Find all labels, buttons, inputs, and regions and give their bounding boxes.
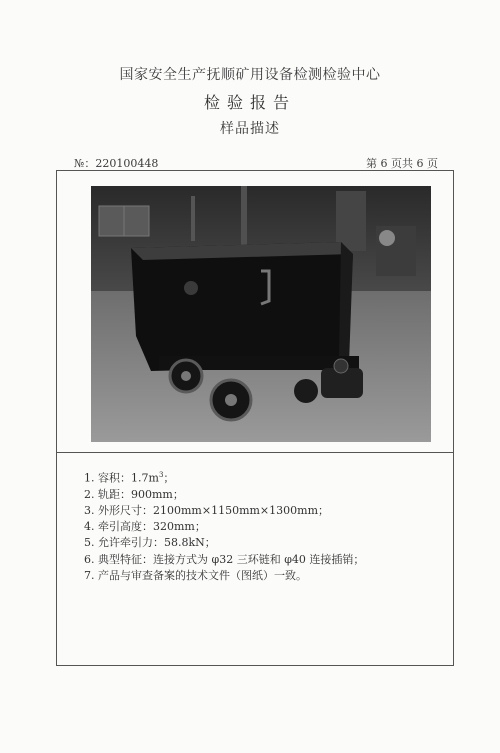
report-number-label: №： [74, 157, 96, 170]
mine-car-illustration [91, 186, 431, 442]
feature-item: 3. 外形尺寸：2100mm×1150mm×1300mm； [84, 504, 329, 518]
report-title: 检验报告 [203, 93, 296, 112]
sample-description-frame [56, 170, 454, 666]
page-info: 第 6 页共 6 页 [366, 157, 438, 170]
feature-item: 7. 产品与审查备案的技术文件（图纸）一致。 [84, 568, 307, 582]
mine-car-photo [91, 186, 431, 442]
organization-name: 国家安全生产抚顺矿用设备检测检验中心 [119, 67, 381, 83]
feature-list [84, 467, 444, 584]
feature-item: 4. 牵引高度：320mm； [84, 520, 206, 534]
feature-item: 1. 容积：$1.7m^3$； [84, 471, 175, 485]
feature-item: 2. 轨距：900mm； [84, 487, 184, 501]
report-number-value: 220100448 [95, 157, 159, 170]
section-divider [57, 452, 453, 453]
feature-item: 6. 典型特征：连接方式为 φ32 三环链和 φ40 连接插销； [84, 552, 365, 566]
feature-item: 5. 允许牵引力：58.8kN； [84, 536, 216, 550]
report-number [74, 155, 158, 171]
section-title: 样品描述 [220, 121, 280, 137]
